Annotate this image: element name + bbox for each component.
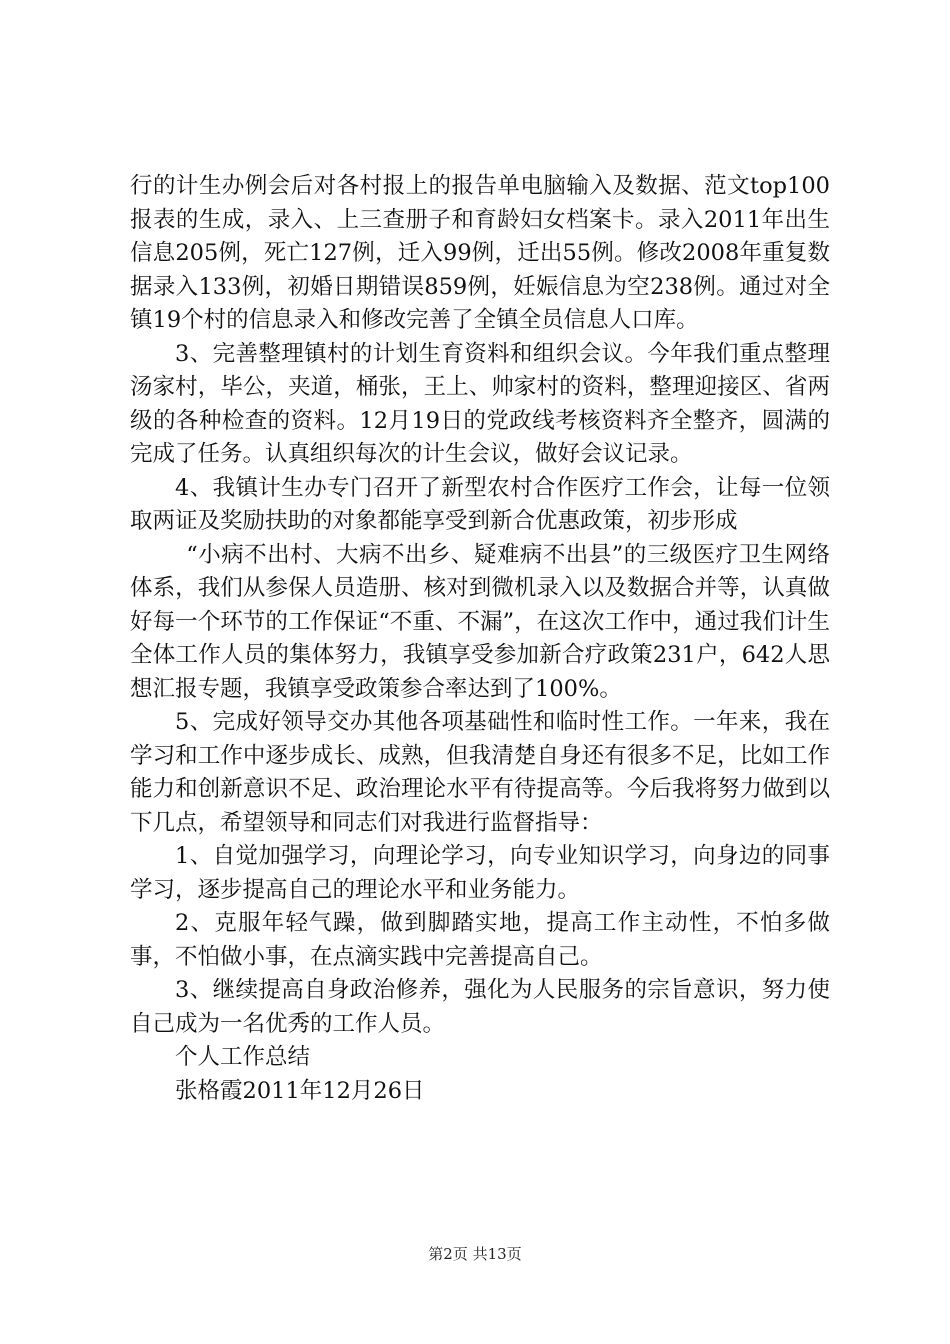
page-number: 第2页 共13页 [428,1245,522,1263]
document-body [130,170,830,1108]
signature-date: 张格霞2011年12月26日 [175,1077,425,1104]
paragraph-item-5-other-work: 5、完成好领导交办其他各项基础性和临时性工作。一年来，我在学习和工作中逐步成长、成熟，但我清楚自身还有很多不足，比如工作能力和创新意识不足、政治理论水平有待提高等。今后我将努力做到以下几点，希望领导和同志们对我进行监督指导： [130,709,830,836]
paragraph-data-entry: 行的计生办例会后对各村报上的报告单电脑输入及数据、范文top100报表的生成，录入、上三查册子和育龄妇女档案卡。录入2011年出生信息205例，死亡127例，迁入99例，迁出55例。修改2008年重复数据录入133例，初婚日期错误859例，妊娠信息为空238例。通过对全镇19个村的信息录入和修改完善了全镇全员信息人口库。 [130,173,830,333]
paragraph-medical-network: “小病不出村、大病不出乡、疑难病不出县”的三级医疗卫生网络体系，我们从参保人员造册、核对到微机录入以及数据合并等，认真做好每一个环节的工作保证“不重、不漏”，在这次工作中，通过我们计生全体工作人员的集体努力，我镇享受参加新合疗政策231户，642人思想汇报专题，我镇享受政策参合率达到了100%。 [130,541,830,702]
paragraph-item-3-archive: 3、完善整理镇村的计划生育资料和组织会议。今年我们重点整理汤家村，毕公，夹道，桶张，王上、帅家村的资料，整理迎接区、省两级的各种检查的资料。12月19日的党政线考核资料齐全整齐，圆满的完成了任务。认真组织每次的计生会议，做好会议记录。 [130,340,830,467]
closing-title: 个人工作总结 [175,1044,311,1070]
page-footer [0,1244,950,1264]
paragraph-item-4-medical: 4、我镇计生办专门召开了新型农村合作医疗工作会，让每一位领取两证及奖励扶助的对象都能享受到新合优惠政策，初步形成 [130,474,830,534]
paragraph-goal-2-diligence: 2、克服年轻气躁，做到脚踏实地，提高工作主动性，不怕多做事，不怕做小事，在点滴实践中完善提高自己。 [130,910,830,970]
paragraph-goal-1-study: 1、自觉加强学习，向理论学习，向专业知识学习，向身边的同事学习，逐步提高自己的理论水平和业务能力。 [130,843,830,903]
paragraph-goal-3-political: 3、继续提高自身政治修养，强化为人民服务的宗旨意识，努力使自己成为一名优秀的工作人员。 [130,977,830,1037]
